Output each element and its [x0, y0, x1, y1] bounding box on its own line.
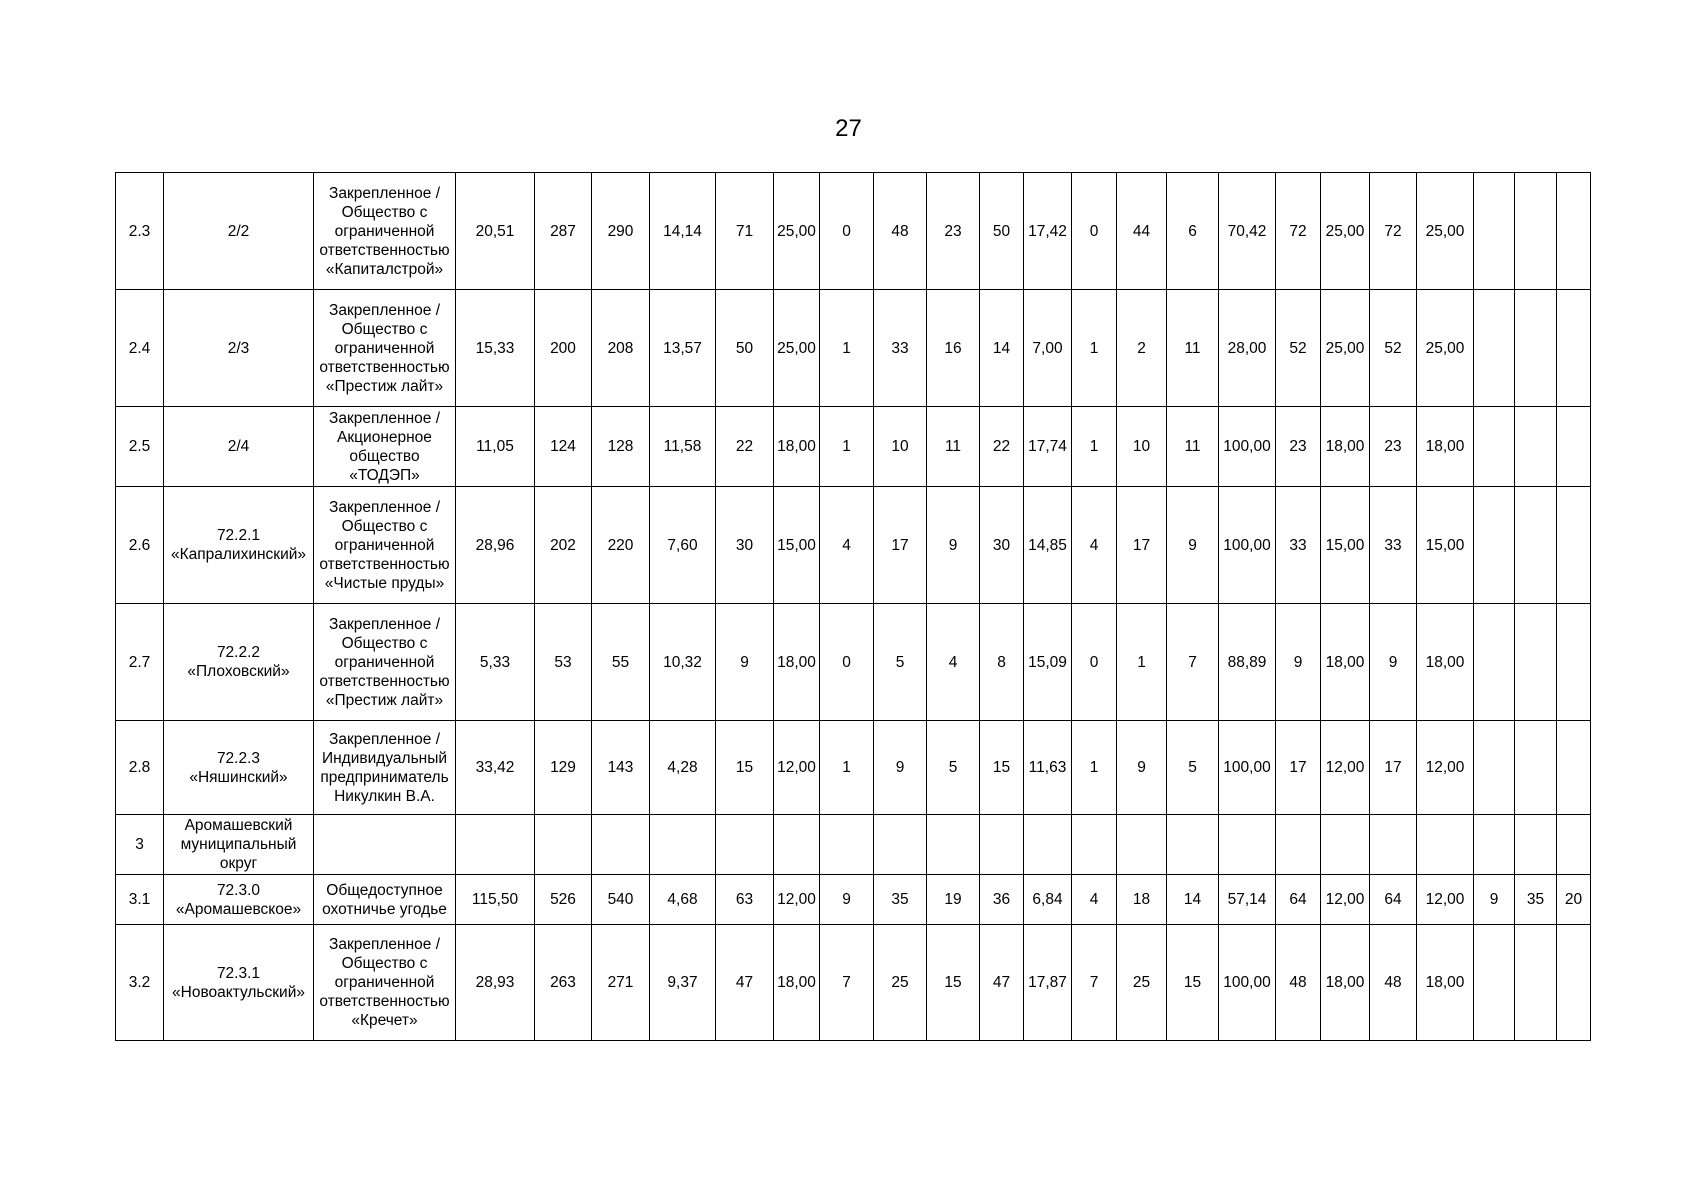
table-cell: 12,00 [774, 875, 820, 925]
table-cell: 128 [592, 407, 650, 487]
table-cell: 1 [1072, 721, 1117, 815]
table-cell: 33 [874, 290, 927, 407]
table-cell [980, 815, 1024, 875]
table-cell: 1 [820, 407, 874, 487]
table-cell: 9 [1276, 604, 1321, 721]
table-cell: 2.4 [116, 290, 164, 407]
table-cell: 3.1 [116, 875, 164, 925]
table-cell: 22 [716, 407, 774, 487]
table-cell: 57,14 [1219, 875, 1276, 925]
table-cell: 17,87 [1024, 925, 1072, 1041]
table-cell [1474, 487, 1515, 604]
table-cell: 18,00 [1417, 604, 1474, 721]
table-cell: 1 [1117, 604, 1167, 721]
table-cell: 17 [1117, 487, 1167, 604]
table-row [116, 487, 1591, 604]
table-cell: 7 [1167, 604, 1219, 721]
table-cell: 14 [980, 290, 1024, 407]
table-cell: 15 [927, 925, 980, 1041]
table-cell: 4,28 [650, 721, 716, 815]
table-cell: 64 [1370, 875, 1417, 925]
table-cell: Аромашевский муниципальный округ [164, 815, 314, 875]
table-row [116, 875, 1591, 925]
table-cell: 48 [1370, 925, 1417, 1041]
table-cell: 28,93 [456, 925, 535, 1041]
table-cell: 18,00 [774, 604, 820, 721]
table-cell: 3 [116, 815, 164, 875]
table-cell: 16 [927, 290, 980, 407]
table-cell: 52 [1276, 290, 1321, 407]
table-cell: Закрепленное / Индивидуальный предприниматель Никулкин В.А. [314, 721, 456, 815]
table-cell: 19 [927, 875, 980, 925]
table-cell: 18,00 [1417, 407, 1474, 487]
table-cell: 12,00 [1417, 721, 1474, 815]
table-cell [1474, 815, 1515, 875]
table-cell: Закрепленное / Общество с ограниченной ответственностью «Чистые пруды» [314, 487, 456, 604]
table-cell: 17 [874, 487, 927, 604]
table-cell: 50 [716, 290, 774, 407]
table-cell [1557, 925, 1591, 1041]
table-cell [874, 815, 927, 875]
table-cell: Закрепленное / Общество с ограниченной ответственностью «Кречет» [314, 925, 456, 1041]
table-cell: Закрепленное / Акционерное общество «ТОДЭП» [314, 407, 456, 487]
table-cell: 271 [592, 925, 650, 1041]
table-cell [1557, 407, 1591, 487]
table-cell: 17,42 [1024, 173, 1072, 290]
table-row [116, 925, 1591, 1041]
table-cell [1474, 604, 1515, 721]
table-cell: 36 [980, 875, 1024, 925]
table-cell: 526 [535, 875, 592, 925]
table-cell: 23 [1276, 407, 1321, 487]
table-cell [1557, 721, 1591, 815]
table-cell: 290 [592, 173, 650, 290]
table-cell: 35 [874, 875, 927, 925]
table-cell: 17,74 [1024, 407, 1072, 487]
table-cell [1024, 815, 1072, 875]
table-cell: 2.3 [116, 173, 164, 290]
table-cell [1474, 925, 1515, 1041]
table-cell: 18,00 [1321, 407, 1370, 487]
table-cell: 540 [592, 875, 650, 925]
table-cell: 72 [1370, 173, 1417, 290]
table-cell [1515, 290, 1557, 407]
table-cell: 33,42 [456, 721, 535, 815]
table-cell [1557, 173, 1591, 290]
table-cell: 13,57 [650, 290, 716, 407]
table-cell: 0 [820, 173, 874, 290]
table-row [116, 815, 1591, 875]
table-cell: 15 [1167, 925, 1219, 1041]
table-cell: 47 [716, 925, 774, 1041]
table-cell [1515, 925, 1557, 1041]
table-cell [1417, 815, 1474, 875]
table-cell: 12,00 [1321, 875, 1370, 925]
table-cell: 53 [535, 604, 592, 721]
table-cell [1557, 290, 1591, 407]
table-cell: 20 [1557, 875, 1591, 925]
table-cell: 129 [535, 721, 592, 815]
table-cell: 11,05 [456, 407, 535, 487]
table-cell: 2.5 [116, 407, 164, 487]
table-cell: 11 [1167, 407, 1219, 487]
table-cell: 7 [820, 925, 874, 1041]
table-cell: 9 [1117, 721, 1167, 815]
table-row [116, 721, 1591, 815]
table-cell: 5 [1167, 721, 1219, 815]
table-cell: 18,00 [774, 407, 820, 487]
table-cell: 208 [592, 290, 650, 407]
table-cell: 25,00 [1321, 290, 1370, 407]
table-cell: 263 [535, 925, 592, 1041]
table-cell: Закрепленное / Общество с ограниченной ответственностью «Престиж лайт» [314, 604, 456, 721]
table-cell: 11,63 [1024, 721, 1072, 815]
table-cell: 15,00 [1321, 487, 1370, 604]
table-cell [650, 815, 716, 875]
table-row [116, 604, 1591, 721]
table-cell: 30 [980, 487, 1024, 604]
table-cell: 55 [592, 604, 650, 721]
table-cell: 72.2.1 «Капралихинский» [164, 487, 314, 604]
table-cell: 100,00 [1219, 487, 1276, 604]
table-cell [1370, 815, 1417, 875]
table-cell: 11 [927, 407, 980, 487]
table-cell: Закрепленное / Общество с ограниченной ответственностью «Престиж лайт» [314, 290, 456, 407]
table-cell: 4,68 [650, 875, 716, 925]
table-cell [535, 815, 592, 875]
table-cell: 2/4 [164, 407, 314, 487]
table-cell: 25,00 [1417, 173, 1474, 290]
table-cell: 3.2 [116, 925, 164, 1041]
table-cell [1167, 815, 1219, 875]
table-cell: 48 [874, 173, 927, 290]
table-cell: 18,00 [774, 925, 820, 1041]
table-cell: 1 [820, 721, 874, 815]
table-cell: 1 [820, 290, 874, 407]
data-table [115, 172, 1591, 1041]
table-cell: Закрепленное / Общество с ограниченной ответственностью «Капиталстрой» [314, 173, 456, 290]
table-cell: 15,00 [774, 487, 820, 604]
table-cell: 50 [980, 173, 1024, 290]
table-cell: 64 [1276, 875, 1321, 925]
table-cell: 0 [1072, 604, 1117, 721]
table-cell: 5,33 [456, 604, 535, 721]
table-cell: 28,00 [1219, 290, 1276, 407]
table-cell [1515, 407, 1557, 487]
table-cell: 23 [1370, 407, 1417, 487]
table-cell: 7 [1072, 925, 1117, 1041]
table-cell: 2.7 [116, 604, 164, 721]
table-cell: 33 [1276, 487, 1321, 604]
table-cell: 20,51 [456, 173, 535, 290]
table-cell [1557, 815, 1591, 875]
table-cell: 12,00 [1417, 875, 1474, 925]
table-cell: 0 [1072, 173, 1117, 290]
table-cell: 7,00 [1024, 290, 1072, 407]
table-cell: 10 [874, 407, 927, 487]
table-cell: 10 [1117, 407, 1167, 487]
table-cell: 4 [1072, 875, 1117, 925]
table-cell: 88,89 [1219, 604, 1276, 721]
table-cell: 5 [927, 721, 980, 815]
table-cell: 15 [980, 721, 1024, 815]
table-cell: 4 [927, 604, 980, 721]
table-cell: 200 [535, 290, 592, 407]
table-cell [716, 815, 774, 875]
table-cell: 72.3.1 «Новоактульский» [164, 925, 314, 1041]
table-cell: 4 [820, 487, 874, 604]
table-cell: 28,96 [456, 487, 535, 604]
table-cell: 25,00 [774, 173, 820, 290]
table-cell: 11 [1167, 290, 1219, 407]
table-cell: 15,09 [1024, 604, 1072, 721]
table-cell: 18,00 [1321, 604, 1370, 721]
table-cell: 6,84 [1024, 875, 1072, 925]
table-cell: 287 [535, 173, 592, 290]
table-cell [820, 815, 874, 875]
table-row [116, 173, 1591, 290]
table-cell: 23 [927, 173, 980, 290]
table-cell: 18,00 [1321, 925, 1370, 1041]
table-cell: 2/3 [164, 290, 314, 407]
table-cell: 33 [1370, 487, 1417, 604]
table-cell [774, 815, 820, 875]
table-cell [1219, 815, 1276, 875]
table-cell [1557, 604, 1591, 721]
table-cell: 18 [1117, 875, 1167, 925]
table-cell: 1 [1072, 407, 1117, 487]
table-cell: 2.8 [116, 721, 164, 815]
table-cell: 202 [535, 487, 592, 604]
table-cell: 25 [874, 925, 927, 1041]
table-row [116, 290, 1591, 407]
table-cell: 12,00 [1321, 721, 1370, 815]
table-cell: 0 [820, 604, 874, 721]
table-cell: 143 [592, 721, 650, 815]
table-cell: 100,00 [1219, 721, 1276, 815]
table-cell: 72.3.0 «Аромашевское» [164, 875, 314, 925]
table-cell: 9 [927, 487, 980, 604]
table-cell: 52 [1370, 290, 1417, 407]
table-cell: Общедоступное охотничье угодье [314, 875, 456, 925]
table-cell: 14,14 [650, 173, 716, 290]
table-cell [456, 815, 535, 875]
table-cell [1474, 173, 1515, 290]
table-cell: 72 [1276, 173, 1321, 290]
table-cell: 9 [1167, 487, 1219, 604]
table-cell [1321, 815, 1370, 875]
table-cell [1515, 815, 1557, 875]
table-cell: 25,00 [1417, 290, 1474, 407]
table-cell: 47 [980, 925, 1024, 1041]
table-cell: 14 [1167, 875, 1219, 925]
table-cell [1474, 290, 1515, 407]
table-cell: 124 [535, 407, 592, 487]
table-cell: 1 [1072, 290, 1117, 407]
table-cell: 7,60 [650, 487, 716, 604]
table-cell: 9,37 [650, 925, 716, 1041]
table-cell [1072, 815, 1117, 875]
table-cell: 30 [716, 487, 774, 604]
table-cell: 9 [1474, 875, 1515, 925]
table-cell [1474, 721, 1515, 815]
table-cell [1557, 487, 1591, 604]
page-number: 27 [835, 115, 862, 142]
table-cell [1515, 721, 1557, 815]
table-cell: 25,00 [1321, 173, 1370, 290]
table-cell: 14,85 [1024, 487, 1072, 604]
table-cell: 17 [1370, 721, 1417, 815]
table-cell: 72.2.3 «Няшинский» [164, 721, 314, 815]
table-cell: 2/2 [164, 173, 314, 290]
table-cell [592, 815, 650, 875]
table-cell [1515, 604, 1557, 721]
table-cell [927, 815, 980, 875]
table-cell [1117, 815, 1167, 875]
table-cell: 18,00 [1417, 925, 1474, 1041]
table-cell: 9 [874, 721, 927, 815]
table-cell [314, 815, 456, 875]
table-cell: 9 [1370, 604, 1417, 721]
table-cell: 10,32 [650, 604, 716, 721]
table-cell [1515, 173, 1557, 290]
table-cell: 71 [716, 173, 774, 290]
table-cell: 48 [1276, 925, 1321, 1041]
table-cell: 11,58 [650, 407, 716, 487]
table-cell: 72.2.2 «Плоховский» [164, 604, 314, 721]
table-cell: 15,33 [456, 290, 535, 407]
table-cell [1276, 815, 1321, 875]
table-cell: 9 [820, 875, 874, 925]
table-cell: 22 [980, 407, 1024, 487]
table-cell: 220 [592, 487, 650, 604]
table-cell: 44 [1117, 173, 1167, 290]
table-cell: 6 [1167, 173, 1219, 290]
table-cell: 63 [716, 875, 774, 925]
table-cell [1474, 407, 1515, 487]
table-cell: 70,42 [1219, 173, 1276, 290]
table-cell: 15 [716, 721, 774, 815]
table-cell: 9 [716, 604, 774, 721]
table-cell: 12,00 [774, 721, 820, 815]
table-cell: 2.6 [116, 487, 164, 604]
table-cell: 2 [1117, 290, 1167, 407]
table-cell: 35 [1515, 875, 1557, 925]
table-cell: 115,50 [456, 875, 535, 925]
table-cell [1515, 487, 1557, 604]
table-cell: 5 [874, 604, 927, 721]
table-cell: 25 [1117, 925, 1167, 1041]
table-row [116, 407, 1591, 487]
table-cell: 100,00 [1219, 925, 1276, 1041]
table-cell: 17 [1276, 721, 1321, 815]
table-cell: 15,00 [1417, 487, 1474, 604]
table-cell: 100,00 [1219, 407, 1276, 487]
table-cell: 4 [1072, 487, 1117, 604]
table-cell: 25,00 [774, 290, 820, 407]
table-cell: 8 [980, 604, 1024, 721]
